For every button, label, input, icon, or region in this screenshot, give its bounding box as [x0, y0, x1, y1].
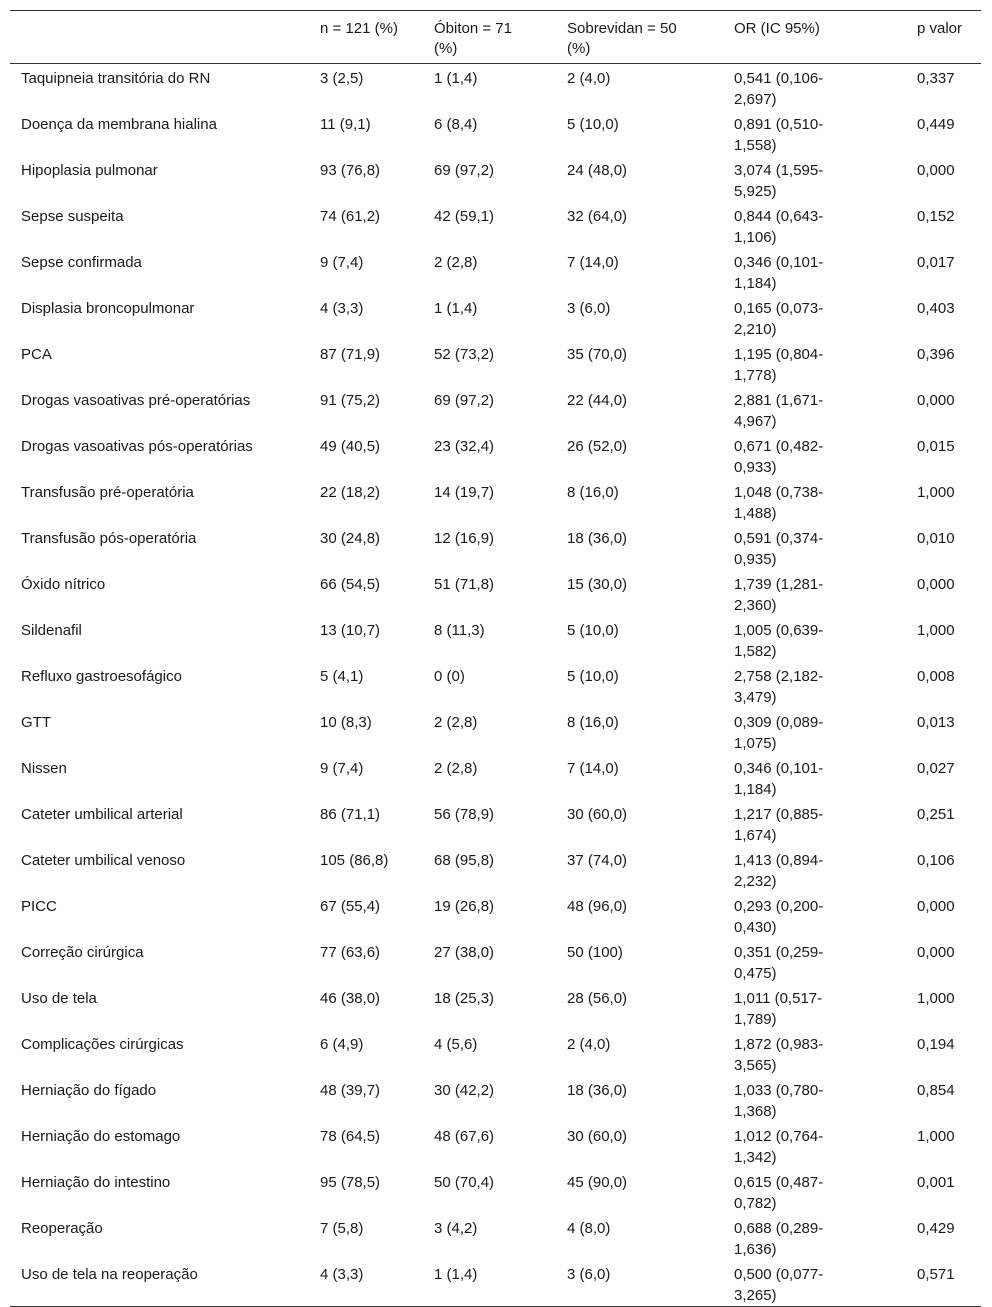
cell-p-value: 0,854: [917, 1082, 955, 1099]
cell-total: [309, 570, 423, 616]
table-row: [10, 708, 981, 754]
odds-ratio-text: 0,293 (0,200-0,430): [734, 898, 824, 936]
cell-odds-ratio: [723, 248, 906, 294]
cell-variable: [10, 846, 309, 892]
cell-survivors: 7 (14,0): [567, 254, 619, 271]
cell-deaths: 52 (73,2): [434, 346, 495, 363]
header-row: [10, 11, 981, 64]
variable-text: Uso de tela: [21, 990, 97, 1007]
cell-p-value: 0,000: [917, 898, 955, 915]
cell-variable: [10, 708, 309, 754]
odds-ratio-text: 1,739 (1,281-2,360): [734, 576, 824, 614]
cell-survivors: 24 (48,0): [567, 162, 628, 179]
odds-ratio-text: 0,688 (0,289-1,636): [734, 1220, 824, 1258]
table-row: [10, 1260, 981, 1307]
cell-survivors: 4 (8,0): [567, 1220, 611, 1237]
cell-p-value: 0,027: [917, 760, 955, 777]
cell-odds-ratio: [723, 892, 906, 938]
cell-odds-ratio: [723, 478, 906, 524]
table-row: [10, 938, 981, 984]
cell-survivors: 35 (70,0): [567, 346, 628, 363]
odds-ratio-text: 0,165 (0,073-2,210): [734, 300, 824, 338]
odds-ratio-text: 2,758 (2,182-3,479): [734, 668, 824, 706]
table-row: [10, 754, 981, 800]
table-row: [10, 524, 981, 570]
cell-survivors: 3 (6,0): [567, 300, 611, 317]
table-row: [10, 386, 981, 432]
odds-ratio-text: 1,413 (0,894-2,232): [734, 852, 824, 890]
odds-ratio-text: 1,012 (0,764-1,342): [734, 1128, 824, 1166]
cell-deaths: 27 (38,0): [434, 944, 495, 961]
total-text: 77 (63,6): [320, 944, 381, 961]
cell-odds-ratio: [723, 800, 906, 846]
cell-total: [309, 892, 423, 938]
variable-text: Transfusão pré-operatória: [21, 484, 194, 501]
odds-ratio-text: 0,891 (0,510-1,558): [734, 116, 824, 154]
cell-p-value: 1,000: [917, 484, 955, 501]
cell-odds-ratio: [723, 524, 906, 570]
variable-text: Cateter umbilical arterial: [21, 806, 183, 823]
odds-ratio-text: 2,881 (1,671-4,967): [734, 392, 824, 430]
cell-survivors: 45 (90,0): [567, 1174, 628, 1191]
total-text: 30 (24,8): [320, 530, 381, 547]
cell-total: [309, 1214, 423, 1260]
cell-total: [309, 294, 423, 340]
cell-odds-ratio: [723, 1030, 906, 1076]
odds-ratio-text: 1,005 (0,639-1,582): [734, 622, 824, 660]
cell-p-value: 0,010: [917, 530, 955, 547]
variable-text: PICC: [21, 898, 57, 915]
cell-survivors: 26 (52,0): [567, 438, 628, 455]
total-text: 22 (18,2): [320, 484, 381, 501]
cell-total: [309, 156, 423, 202]
cell-variable: [10, 984, 309, 1030]
cell-odds-ratio: [723, 570, 906, 616]
table-row: [10, 570, 981, 616]
variable-text: Refluxo gastroesofágico: [21, 668, 182, 685]
total-text: 91 (75,2): [320, 392, 381, 409]
cell-variable: [10, 64, 309, 111]
cell-variable: [10, 202, 309, 248]
cell-variable: [10, 662, 309, 708]
cell-survivors: 3 (6,0): [567, 1266, 611, 1283]
variable-text: Correção cirúrgica: [21, 944, 144, 961]
variable-text: Herniação do estomago: [21, 1128, 181, 1145]
cell-p-value: 0,008: [917, 668, 955, 685]
table-row: [10, 984, 981, 1030]
odds-ratio-text: 0,844 (0,643-1,106): [734, 208, 824, 246]
odds-ratio-text: 1,011 (0,517-1,789): [734, 990, 823, 1028]
cell-deaths: 0 (0): [434, 668, 465, 685]
cell-survivors: 32 (64,0): [567, 208, 628, 225]
total-text: 7 (5,8): [320, 1220, 364, 1237]
total-text: 78 (64,5): [320, 1128, 381, 1145]
cell-survivors: 30 (60,0): [567, 806, 628, 823]
cell-total: [309, 1122, 423, 1168]
variable-text: Hipoplasia pulmonar: [21, 162, 158, 179]
variable-text: GTT: [21, 714, 51, 731]
odds-ratio-text: 0,500 (0,077-3,265): [734, 1266, 824, 1304]
cell-total: [309, 662, 423, 708]
cell-odds-ratio: [723, 1076, 906, 1122]
header-cell-total: n = 121 (%): [309, 11, 423, 64]
table-row: [10, 892, 981, 938]
odds-ratio-text: 1,872 (0,983-3,565): [734, 1036, 824, 1074]
cell-total: [309, 800, 423, 846]
cell-deaths: 2 (2,8): [434, 714, 478, 731]
cell-survivors: 2 (4,0): [567, 70, 611, 87]
cell-variable: [10, 1260, 309, 1307]
odds-ratio-text: 3,074 (1,595-5,925): [734, 162, 824, 200]
cell-variable: [10, 340, 309, 386]
cell-p-value: 0,396: [917, 346, 955, 363]
cell-odds-ratio: [723, 1122, 906, 1168]
cell-total: [309, 386, 423, 432]
cell-deaths: 6 (8,4): [434, 116, 478, 133]
table-row: [10, 248, 981, 294]
cell-total: [309, 708, 423, 754]
cell-variable: [10, 754, 309, 800]
cell-deaths: 56 (78,9): [434, 806, 495, 823]
cell-p-value: 0,403: [917, 300, 955, 317]
odds-ratio-text: 0,615 (0,487-0,782): [734, 1174, 824, 1212]
cell-variable: [10, 1214, 309, 1260]
cell-p-value: 0,017: [917, 254, 955, 271]
cell-odds-ratio: [723, 294, 906, 340]
cell-survivors: 8 (16,0): [567, 714, 619, 731]
total-text: 4 (3,3): [320, 300, 364, 317]
table-row: [10, 1076, 981, 1122]
table-row: [10, 662, 981, 708]
cell-deaths: 18 (25,3): [434, 990, 495, 1007]
table-row: [10, 1122, 981, 1168]
cell-deaths: 14 (19,7): [434, 484, 495, 501]
total-text: 95 (78,5): [320, 1174, 381, 1191]
cell-survivors: 8 (16,0): [567, 484, 619, 501]
odds-ratio-text: 0,671 (0,482-0,933): [734, 438, 824, 476]
header-cell-p-value: p valor: [906, 11, 981, 64]
odds-ratio-text: 1,195 (0,804-1,778): [734, 346, 824, 384]
cell-variable: [10, 1076, 309, 1122]
table-row: [10, 478, 981, 524]
odds-ratio-text: 0,591 (0,374-0,935): [734, 530, 824, 568]
variable-text: Transfusão pós-operatória: [21, 530, 197, 547]
total-text: 86 (71,1): [320, 806, 381, 823]
cell-total: [309, 248, 423, 294]
cell-odds-ratio: [723, 984, 906, 1030]
cell-survivors: 18 (36,0): [567, 1082, 628, 1099]
cell-p-value: 0,013: [917, 714, 955, 731]
cell-total: [309, 616, 423, 662]
table-row: [10, 1030, 981, 1076]
cell-deaths: 30 (42,2): [434, 1082, 495, 1099]
table-row: [10, 800, 981, 846]
cell-deaths: 4 (5,6): [434, 1036, 478, 1053]
cell-deaths: 1 (1,4): [434, 70, 478, 87]
cell-survivors: 37 (74,0): [567, 852, 628, 869]
table-row: [10, 1214, 981, 1260]
odds-ratio-text: 0,351 (0,259-0,475): [734, 944, 824, 982]
total-text: 74 (61,2): [320, 208, 381, 225]
variable-text: Reoperação: [21, 1220, 103, 1237]
cell-deaths: 23 (32,4): [434, 438, 495, 455]
variable-text: Complicações cirúrgicas: [21, 1036, 184, 1053]
cell-deaths: 51 (71,8): [434, 576, 495, 593]
cell-p-value: 0,000: [917, 576, 955, 593]
cell-survivors: 5 (10,0): [567, 116, 619, 133]
cell-variable: [10, 1122, 309, 1168]
cell-p-value: 0,152: [917, 208, 955, 225]
cell-survivors: 30 (60,0): [567, 1128, 628, 1145]
odds-ratio-text: 1,217 (0,885-1,674): [734, 806, 824, 844]
cell-deaths: 12 (16,9): [434, 530, 495, 547]
cell-p-value: 0,000: [917, 162, 955, 179]
cell-total: [309, 938, 423, 984]
cell-variable: [10, 938, 309, 984]
cell-odds-ratio: [723, 110, 906, 156]
cell-odds-ratio: [723, 616, 906, 662]
table-header: [10, 11, 981, 64]
cell-p-value: 0,449: [917, 116, 955, 133]
cell-deaths: 2 (2,8): [434, 760, 478, 777]
cell-p-value: 1,000: [917, 622, 955, 639]
cell-p-value: 0,015: [917, 438, 955, 455]
cell-p-value: 0,106: [917, 852, 955, 869]
data-table-container: [10, 10, 981, 1307]
odds-ratio-text: 0,346 (0,101-1,184): [734, 760, 824, 798]
cell-variable: [10, 524, 309, 570]
cell-odds-ratio: [723, 754, 906, 800]
cell-variable: [10, 110, 309, 156]
total-text: 87 (71,9): [320, 346, 381, 363]
variable-text: Sildenafil: [21, 622, 82, 639]
table-row: [10, 294, 981, 340]
cell-survivors: 22 (44,0): [567, 392, 628, 409]
cell-odds-ratio: [723, 938, 906, 984]
variable-text: Cateter umbilical venoso: [21, 852, 186, 869]
cell-survivors: 5 (10,0): [567, 622, 619, 639]
cell-survivors: 15 (30,0): [567, 576, 628, 593]
header-cell-variable: [10, 11, 309, 64]
cell-odds-ratio: [723, 846, 906, 892]
total-text: 9 (7,4): [320, 760, 364, 777]
cell-variable: [10, 1030, 309, 1076]
table-row: [10, 202, 981, 248]
cell-survivors: 28 (56,0): [567, 990, 628, 1007]
variable-text: Drogas vasoativas pré-operatórias: [21, 392, 251, 409]
table-row: [10, 340, 981, 386]
total-text: 48 (39,7): [320, 1082, 381, 1099]
variable-text: Herniação do intestino: [21, 1174, 171, 1191]
cell-p-value: 1,000: [917, 1128, 955, 1145]
odds-ratio-text: 0,346 (0,101-1,184): [734, 254, 824, 292]
cell-variable: [10, 294, 309, 340]
cell-odds-ratio: [723, 1168, 906, 1214]
total-text: 67 (55,4): [320, 898, 381, 915]
odds-ratio-text: 0,309 (0,089-1,075): [734, 714, 824, 752]
data-table: [10, 10, 981, 1307]
header-cell-deaths: Óbiton = 71 (%): [423, 11, 556, 64]
total-text: 13 (10,7): [320, 622, 381, 639]
cell-total: [309, 754, 423, 800]
total-text: 93 (76,8): [320, 162, 381, 179]
cell-variable: [10, 800, 309, 846]
table-row: [10, 1168, 981, 1214]
table-row: [10, 110, 981, 156]
cell-deaths: 69 (97,2): [434, 392, 495, 409]
table-row: [10, 616, 981, 662]
table-row: [10, 432, 981, 478]
odds-ratio-text: 0,541 (0,106-2,697): [734, 70, 824, 108]
cell-deaths: 68 (95,8): [434, 852, 495, 869]
cell-total: [309, 202, 423, 248]
table-body: [10, 64, 981, 1307]
cell-variable: [10, 616, 309, 662]
cell-survivors: 18 (36,0): [567, 530, 628, 547]
cell-variable: [10, 570, 309, 616]
cell-total: [309, 1076, 423, 1122]
cell-deaths: 50 (70,4): [434, 1174, 495, 1191]
total-text: 6 (4,9): [320, 1036, 364, 1053]
cell-deaths: 3 (4,2): [434, 1220, 478, 1237]
cell-odds-ratio: [723, 1260, 906, 1307]
cell-p-value: 0,571: [917, 1266, 955, 1283]
cell-odds-ratio: [723, 386, 906, 432]
cell-total: [309, 1168, 423, 1214]
cell-odds-ratio: [723, 662, 906, 708]
cell-deaths: 8 (11,3): [434, 622, 485, 639]
cell-p-value: 0,000: [917, 944, 955, 961]
cell-deaths: 69 (97,2): [434, 162, 495, 179]
cell-variable: [10, 892, 309, 938]
variable-text: Drogas vasoativas pós-operatórias: [21, 438, 253, 455]
cell-odds-ratio: [723, 432, 906, 478]
cell-odds-ratio: [723, 156, 906, 202]
variable-text: Displasia broncopulmonar: [21, 300, 195, 317]
variable-text: Doença da membrana hialina: [21, 116, 217, 133]
cell-p-value: 0,194: [917, 1036, 955, 1053]
cell-survivors: 50 (100): [567, 944, 623, 961]
cell-survivors: 48 (96,0): [567, 898, 628, 915]
total-text: 9 (7,4): [320, 254, 364, 271]
total-text: 10 (8,3): [320, 714, 372, 731]
variable-text: PCA: [21, 346, 52, 363]
cell-total: [309, 846, 423, 892]
cell-odds-ratio: [723, 1214, 906, 1260]
header-cell-odds-ratio: OR (IC 95%): [723, 11, 906, 64]
cell-odds-ratio: [723, 64, 906, 111]
cell-deaths: 48 (67,6): [434, 1128, 495, 1145]
variable-text: Sepse confirmada: [21, 254, 142, 271]
table-row: [10, 846, 981, 892]
cell-total: [309, 1030, 423, 1076]
variable-text: Sepse suspeita: [21, 208, 124, 225]
cell-survivors: 2 (4,0): [567, 1036, 611, 1053]
cell-p-value: 1,000: [917, 990, 955, 1007]
cell-total: [309, 1260, 423, 1307]
total-text: 66 (54,5): [320, 576, 381, 593]
variable-text: Óxido nítrico: [21, 576, 106, 593]
cell-total: [309, 64, 423, 111]
cell-deaths: 1 (1,4): [434, 1266, 478, 1283]
cell-p-value: 0,429: [917, 1220, 955, 1237]
header-cell-survivors: Sobrevidan = 50 (%): [556, 11, 723, 64]
cell-variable: [10, 248, 309, 294]
variable-text: Taquipneia transitória do RN: [21, 70, 211, 87]
cell-total: [309, 110, 423, 156]
cell-odds-ratio: [723, 340, 906, 386]
total-text: 11 (9,1): [320, 116, 371, 133]
variable-text: Uso de tela na reoperação: [21, 1266, 198, 1283]
cell-p-value: 0,000: [917, 392, 955, 409]
cell-survivors: 5 (10,0): [567, 668, 619, 685]
cell-survivors: 7 (14,0): [567, 760, 619, 777]
cell-deaths: 2 (2,8): [434, 254, 478, 271]
cell-total: [309, 524, 423, 570]
variable-text: Herniação do fígado: [21, 1082, 157, 1099]
total-text: 105 (86,8): [320, 852, 389, 869]
cell-deaths: 1 (1,4): [434, 300, 478, 317]
cell-variable: [10, 386, 309, 432]
cell-p-value: 0,251: [917, 806, 955, 823]
cell-variable: [10, 432, 309, 478]
total-text: 46 (38,0): [320, 990, 381, 1007]
odds-ratio-text: 1,048 (0,738-1,488): [734, 484, 824, 522]
cell-variable: [10, 1168, 309, 1214]
cell-variable: [10, 478, 309, 524]
total-text: 5 (4,1): [320, 668, 364, 685]
cell-total: [309, 432, 423, 478]
cell-deaths: 42 (59,1): [434, 208, 495, 225]
cell-deaths: 19 (26,8): [434, 898, 495, 915]
variable-text: Nissen: [21, 760, 67, 777]
cell-p-value: 0,001: [917, 1174, 955, 1191]
total-text: 4 (3,3): [320, 1266, 364, 1283]
cell-total: [309, 340, 423, 386]
total-text: 3 (2,5): [320, 70, 364, 87]
table-row: [10, 156, 981, 202]
cell-total: [309, 478, 423, 524]
cell-odds-ratio: [723, 708, 906, 754]
table-row: [10, 64, 981, 111]
total-text: 49 (40,5): [320, 438, 381, 455]
odds-ratio-text: 1,033 (0,780-1,368): [734, 1082, 824, 1120]
cell-variable: [10, 156, 309, 202]
cell-odds-ratio: [723, 202, 906, 248]
cell-p-value: 0,337: [917, 70, 955, 87]
cell-total: [309, 984, 423, 1030]
